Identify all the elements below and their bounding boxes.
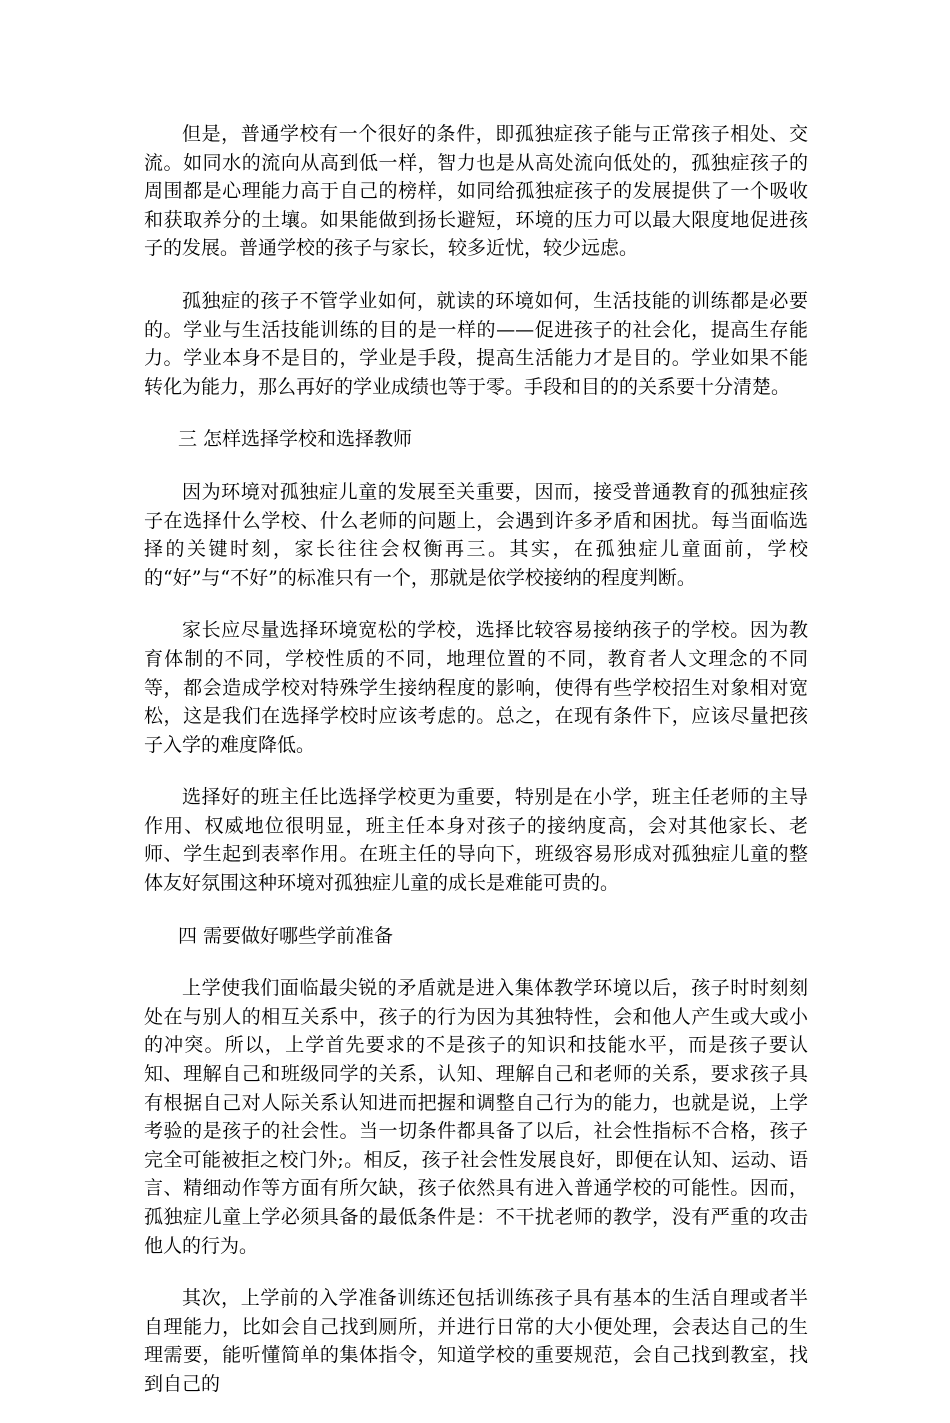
paragraph-self-care: 其次，上学前的入学准备训练还包括训练孩子具有基本的生活自理或者半自理能力，比如会自己找到厕所，并进行日常的大小便处理，会表达自己的生理需要，能听懂简单的集体指令，知道学校的重要规范，会自己找到教室，找到自己的	[144, 1287, 808, 1395]
paragraph-peer-benefit: 但是，普通学校有一个很好的条件，即孤独症孩子能与正常孩子相处、交流。如同水的流向从高到低一样，智力也是从高处流向低处的，孤独症孩子的周围都是心理能力高于自己的榜样，如同给孤独症孩子的发展提供了一个吸收和获取养分的土壤。如果能做到扬长避短，环境的压力可以最大限度地促进孩子的发展。普通学校的孩子与家长，较多近忧，较少远虑。	[144, 123, 808, 260]
paragraph-lenient-school: 家长应尽量选择环境宽松的学校，选择比较容易接纳孩子的学校。因为教育体制的不同，学校性质的不同，地理位置的不同，教育者人文理念的不同等，都会造成学校对特殊学生接纳程度的影响，使得有些学校招生对象相对宽松，这是我们在选择学校时应该考虑的。总之，在现有条件下，应该尽量把孩子入学的难度降低。	[144, 619, 808, 756]
document-body	[144, 120, 808, 1423]
paragraph-head-teacher: 选择好的班主任比选择学校更为重要，特别是在小学，班主任老师的主导作用、权威地位很明显，班主任本身对孩子的接纳度高，会对其他家长、老师、学生起到表率作用。在班主任的导向下，班级容易形成对孤独症儿童的整体友好氛围这种环境对孤独症儿童的成长是难能可贵的。	[144, 786, 808, 895]
paragraph-school-standard: 因为环境对孤独症儿童的发展至关重要，因而，接受普通教育的孤独症孩子在选择什么学校、什么老师的问题上，会遇到许多矛盾和困扰。每当面临选择的关键时刻，家长往往会权衡再三。其实，在孤独症儿童面前，学校的“好”与“不好”的标准只有一个，那就是依学校接纳的程度判断。	[144, 480, 808, 589]
section-heading-choose-school: 三 怎样选择学校和选择教师	[178, 428, 413, 451]
paragraph-life-skills: 孤独症的孩子不管学业如何，就读的环境如何，生活技能的训练都是必要的。学业与生活技能训练的目的是一样的——促进孩子的社会化，提高生存能力。学业本身不是目的，学业是手段，提高生活能力才是目的。学业如果不能转化为能力，那么再好的学业成绩也等于零。手段和目的的关系要十分清楚。	[144, 289, 808, 398]
paragraph-social-requirement: 上学使我们面临最尖锐的矛盾就是进入集体教学环境以后，孩子时时刻刻处在与别人的相互关系中，孩子的行为因为其独特性，会和他人产生或大或小的冲突。所以，上学首先要求的不是孩子的知识和技能水平，而是孩子要认知、理解自己和班级同学的关系，认知、理解自己和老师的关系，要求孩子具有根据自己对人际关系认知进而把握和调整自己行为的能力，也就是说，上学考验的是孩子的社会性。当一切条件都具备了以后，社会性指标不合格，孩子完全可能被拒之校门外;。相反，孩子社会性发展良好，即便在认知、运动、语言、精细动作等方面有所欠缺，孩子依然具有进入普通学校的可能性。因而，孤独症儿童上学必须具备的最低条件是：不干扰老师的教学，没有严重的攻击他人的行为。	[144, 977, 808, 1257]
section-heading-preparation: 四 需要做好哪些学前准备	[178, 924, 394, 947]
